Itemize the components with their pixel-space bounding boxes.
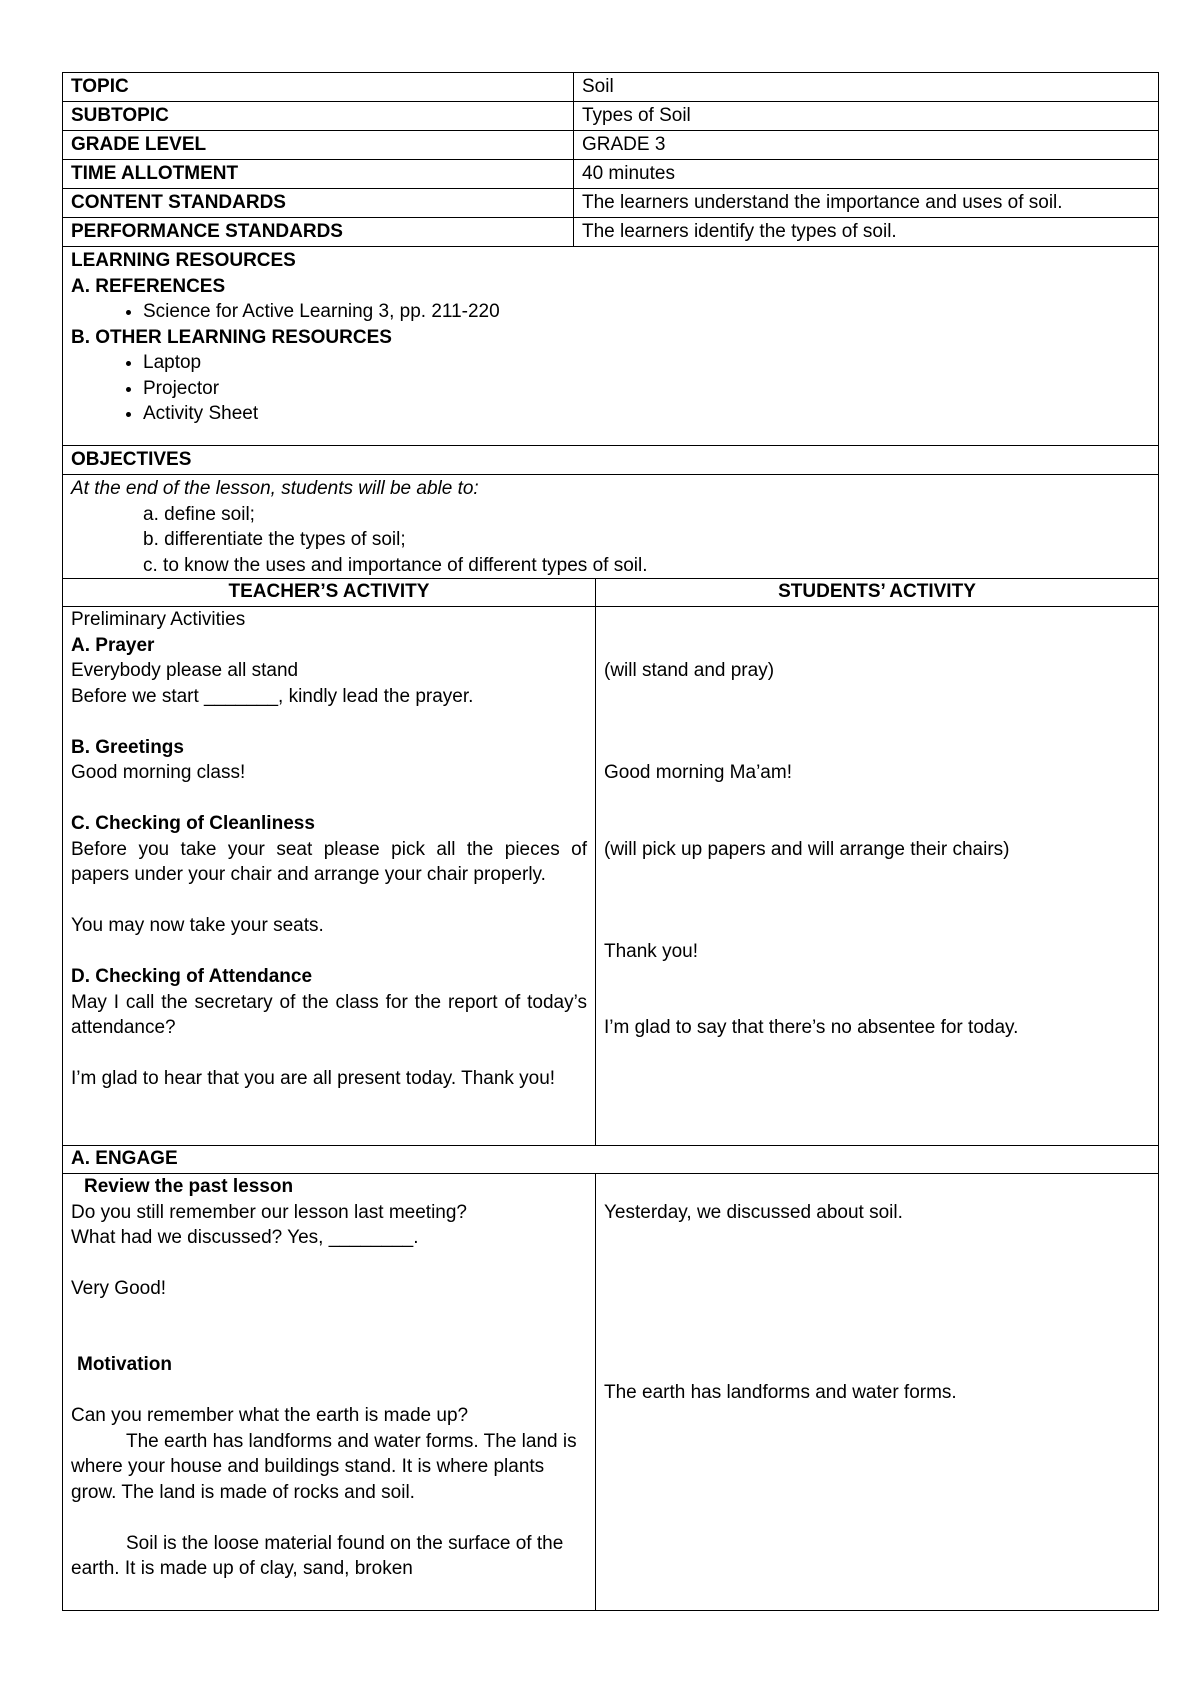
objective-item: a. define soil;	[143, 503, 255, 525]
preliminary-row	[63, 607, 1159, 1146]
engage-row	[63, 1174, 1159, 1611]
objectives-row	[63, 475, 1159, 579]
teacher-engage-cell	[63, 1174, 596, 1611]
motivation-paragraph-2: Soil is the loose material found on the surface of the earth. It is made up of clay, sand, broken	[71, 1532, 564, 1579]
cleanliness-heading: C. Checking of Cleanliness	[71, 813, 315, 834]
prayer-response: (will stand and pray)	[604, 660, 775, 681]
students-activity-header: STUDENTS’ ACTIVITY	[596, 579, 1159, 607]
objective-item: c. to know the uses and importance of different types of soil.	[143, 554, 648, 576]
cleanliness-response: (will pick up papers and will arrange their chairs)	[604, 838, 1010, 860]
teachers-activity-header: TEACHER’S ACTIVITY	[63, 579, 596, 607]
table-row	[63, 131, 1159, 160]
review-response: Yesterday, we discussed about soil.	[604, 1201, 903, 1223]
table-row	[63, 102, 1159, 131]
lesson-plan	[62, 72, 1158, 1611]
list-item: • Projector	[143, 376, 1150, 402]
learning-resources-heading: LEARNING RESOURCES	[71, 250, 296, 271]
references-list	[71, 299, 1150, 325]
objective-item: b. differentiate the types of soil;	[143, 529, 406, 550]
review-heading: Review the past lesson	[84, 1176, 294, 1197]
table-row	[63, 160, 1159, 189]
objectives-cell	[63, 475, 1159, 579]
topic-value: Soil	[574, 73, 1159, 102]
review-text-1: Do you still remember our lesson last meeting?	[71, 1201, 468, 1223]
attendance-response: I’m glad to say that there’s no absentee for today.	[604, 1017, 1019, 1038]
present-text: I’m glad to hear that you are all present today. Thank you!	[71, 1068, 556, 1089]
students-preliminary-cell	[596, 607, 1159, 1146]
greetings-response: Good morning Ma’am!	[604, 762, 792, 783]
prayer-text-1: Everybody please all stand	[71, 660, 299, 681]
learning-resources-row	[63, 247, 1159, 446]
attendance-text: May I call the secretary of the class for the report of today’s attendance?	[71, 991, 587, 1038]
teacher-preliminary-cell	[63, 607, 596, 1146]
cleanliness-text: Before you take your seat please pick all the pieces of papers under your chair and arrange your chair properly.	[71, 838, 587, 885]
subtopic-label: SUBTOPIC	[63, 102, 574, 131]
very-good-text: Very Good!	[71, 1278, 167, 1299]
subtopic-value: Types of Soil	[574, 102, 1159, 131]
content-standards-label: CONTENT STANDARDS	[63, 189, 574, 218]
prayer-heading: A. Prayer	[71, 634, 155, 656]
engage-heading: A. ENGAGE	[63, 1146, 1159, 1174]
objectives-intro: At the end of the lesson, students will be able to:	[71, 478, 479, 499]
content-standards-value: The learners understand the importance and uses of soil.	[574, 189, 1159, 218]
engage-heading-row	[63, 1146, 1159, 1174]
table-row	[63, 189, 1159, 218]
greetings-text: Good morning class!	[71, 762, 246, 783]
references-heading: A. REFERENCES	[71, 275, 226, 297]
attendance-heading: D. Checking of Attendance	[71, 966, 313, 987]
other-resources-heading: B. OTHER LEARNING RESOURCES	[71, 326, 392, 348]
performance-standards-value: The learners identify the types of soil.	[574, 218, 1159, 247]
review-text-2: What had we discussed? Yes, ________.	[71, 1227, 419, 1248]
seats-response: Thank you!	[604, 940, 698, 962]
activity-header-row	[63, 579, 1159, 607]
motivation-paragraph-1: The earth has landforms and water forms. The land is where your house and buildings stand. It is where plants grow. The land is made of rocks and soil.	[71, 1430, 577, 1503]
performance-standards-label: PERFORMANCE STANDARDS	[63, 218, 574, 247]
greetings-heading: B. Greetings	[71, 736, 184, 758]
prayer-text-2: Before we start _______, kindly lead the prayer.	[71, 685, 474, 707]
grade-level-label: GRADE LEVEL	[63, 131, 574, 160]
list-item: • Activity Sheet	[143, 401, 1150, 427]
table-row	[63, 218, 1159, 247]
table-row	[63, 73, 1159, 102]
seats-text: You may now take your seats.	[71, 915, 324, 936]
learning-resources-cell	[63, 247, 1159, 446]
topic-label: TOPIC	[63, 73, 574, 102]
lesson-info-table	[62, 72, 1159, 579]
objectives-heading: OBJECTIVES	[63, 446, 1159, 475]
list-item: • Science for Active Learning 3, pp. 211-220	[143, 299, 1150, 325]
motivation-question: Can you remember what the earth is made up?	[71, 1405, 469, 1426]
students-engage-cell	[596, 1174, 1159, 1611]
time-allotment-value: 40 minutes	[574, 160, 1159, 189]
objectives-heading-row	[63, 446, 1159, 475]
list-item: • Laptop	[143, 350, 1150, 376]
activity-table	[62, 579, 1159, 1611]
grade-level-value: GRADE 3	[574, 131, 1159, 160]
other-resources-list	[71, 350, 1150, 427]
preliminary-title: Preliminary Activities	[71, 609, 246, 630]
motivation-heading: Motivation	[77, 1354, 172, 1375]
time-allotment-label: TIME ALLOTMENT	[63, 160, 574, 189]
motivation-response: The earth has landforms and water forms.	[604, 1382, 957, 1403]
